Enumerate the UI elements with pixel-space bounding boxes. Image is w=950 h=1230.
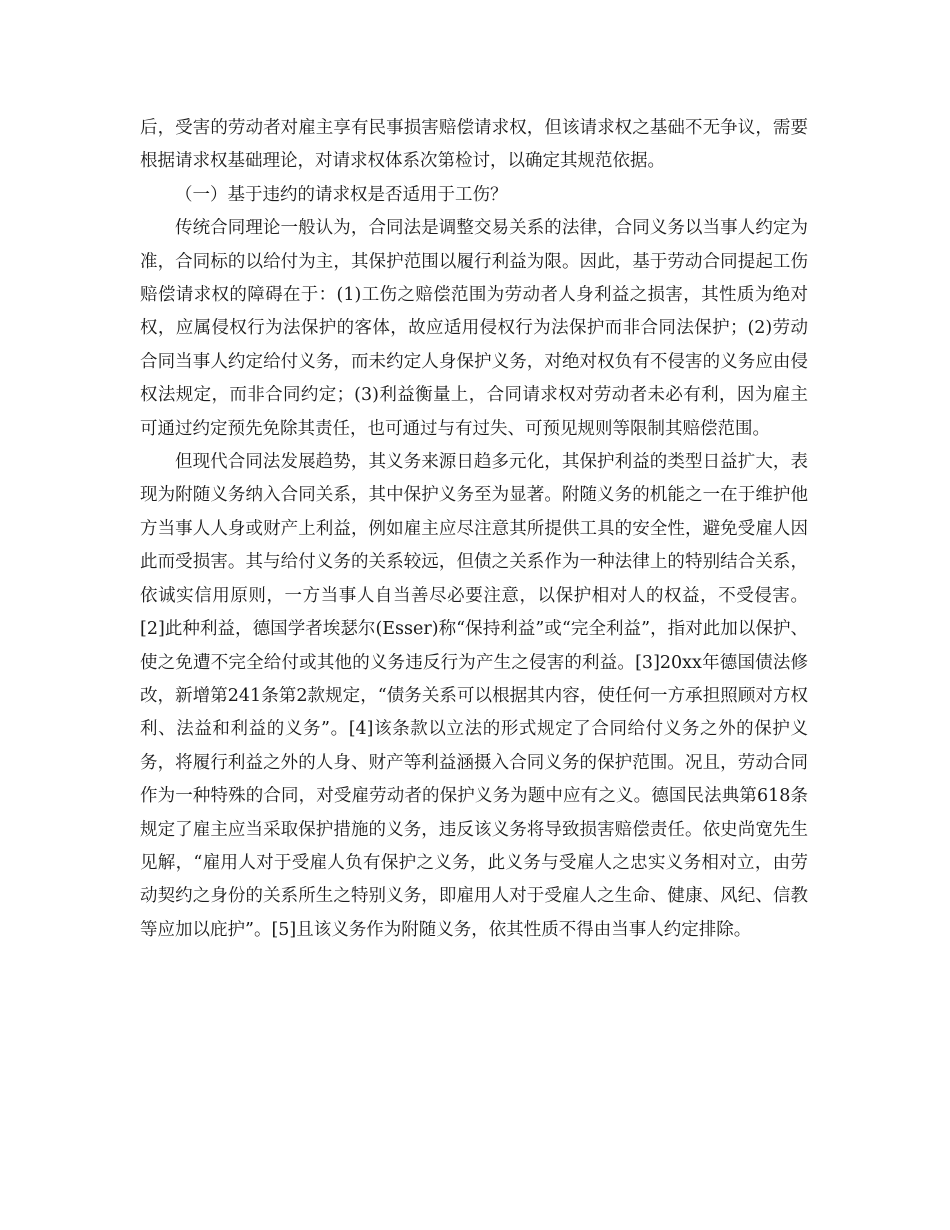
paragraph-modern-trend: 但现代合同法发展趋势，其义务来源日趋多元化，其保护利益的类型日益扩大，表现为附随义务纳入合同关系，其中保护义务至为显著。附随义务的机能之一在于维护他方当事人人身或财产上利益，例如雇主应尽注意其所提供工具的安全性，避免受雇人因此而受损害。其与给付义务的关系较远，但债之关系作为一种法律上的特别结合关系，依诚实信用原则，一方当事人自当善尽必要注意，以保护相对人的权益，不受侵害。[2]此种利益，德国学者埃瑟尔(Esser)称“保持利益”或“完全利益”，指对此加以保护、使之免遭不完全给付或其他的义务违反行为产生之侵害的利益。[3]20xx年德国债法修改，新增第241条第2款规定，“债务关系可以根据其内容，使任何一方承担照顾对方权利、法益和利益的义务”。[4]该条款以立法的形式规定了合同给付义务之外的保护义务，将履行利益之外的人身、财产等利益涵摄入合同义务的保护范围。况且，劳动合同作为一种特殊的合同，对受雇劳动者的保护义务为题中应有之义。德国民法典第618条规定了雇主应当采取保护措施的义务，违反该义务将导致损害赔偿责任。依史尚宽先生见解，“雇用人对于受雇人负有保护之义务，此义务与受雇人之忠实义务相对立，由劳动契约之身份的关系所生之特别义务，即雇用人对于受雇人之生命、健康、风纪、信教等应加以庇护”。[5]且该义务作为附随义务，依其性质不得由当事人约定排除。	[140, 452, 808, 940]
paragraph-traditional-theory: 传统合同理论一般认为，合同法是调整交易关系的法律，合同义务以当事人约定为准，合同标的以给付为主，其保护范围以履行利益为限。因此，基于劳动合同提起工伤赔偿请求权的障碍在于：(1)工伤之赔偿范围为劳动者人身利益之损害，其性质为绝对权，应属侵权行为法保护的客体，故应适用侵权行为法保护而非合同法保护；(2)劳动合同当事人约定给付义务，而未约定人身保护义务，对绝对权负有不侵害的义务应由侵权法规定，而非合同约定；(3)利益衡量上，合同请求权对劳动者未必有利，因为雇主可通过约定预先免除其责任，也可通过与有过失、可预见规则等限制其赔偿范围。	[140, 218, 808, 439]
paragraph-continuation: 后，受害的劳动者对雇主享有民事损害赔偿请求权，但该请求权之基础不无争议，需要根据请求权基础理论，对请求权体系次第检讨，以确定其规范依据。	[140, 118, 808, 172]
body-text	[140, 112, 808, 947]
section-heading: （一）基于违约的请求权是否适用于工伤？	[175, 184, 508, 205]
